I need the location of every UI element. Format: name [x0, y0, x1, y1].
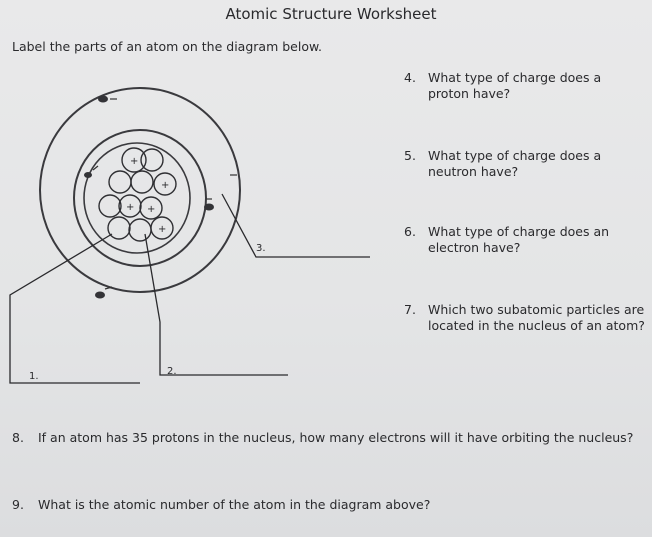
- neutron: [109, 171, 131, 193]
- question-number: 6.: [404, 224, 416, 239]
- proton-sign: +: [126, 202, 135, 213]
- electron: [204, 204, 214, 211]
- atom-diagram: [0, 60, 400, 400]
- question-text: What type of charge does an electron have?: [428, 224, 610, 255]
- question-6: [404, 224, 644, 256]
- question-text: What type of charge does a neutron have?: [428, 148, 602, 179]
- electron: [84, 172, 92, 178]
- neutron: [129, 219, 151, 241]
- neutron: [99, 195, 121, 217]
- page-title: Atomic Structure Worksheet: [225, 5, 437, 23]
- proton-sign: +: [161, 180, 170, 191]
- question-text: If an atom has 35 protons in the nucleus, how many electrons will it have orbiting the nucleus?: [38, 430, 634, 445]
- instruction-text: Label the parts of an atom on the diagram below.: [12, 39, 323, 54]
- question-number: 9.: [12, 497, 24, 512]
- neutron: [131, 171, 153, 193]
- label-1: 1.: [29, 371, 39, 382]
- question-7: [404, 302, 650, 334]
- question-text: What type of charge does a proton have?: [428, 70, 602, 101]
- proton-sign: +: [147, 204, 156, 215]
- leader-lines: [10, 194, 370, 383]
- electron: [98, 96, 108, 103]
- outer-orbit: [40, 88, 240, 292]
- neutron: [141, 149, 163, 171]
- question-number: 7.: [404, 302, 416, 317]
- electron: [95, 292, 105, 299]
- proton-sign: +: [130, 156, 139, 167]
- label-3: 3.: [256, 243, 266, 254]
- neutron: [108, 217, 130, 239]
- question-number: 8.: [12, 430, 24, 445]
- question-text: Which two subatomic particles are located in the nucleus of an atom?: [428, 302, 645, 333]
- question-5: [404, 148, 644, 180]
- question-number: 4.: [404, 70, 416, 85]
- question-text: What is the atomic number of the atom in the diagram above?: [38, 497, 431, 512]
- question-8: [12, 430, 642, 446]
- question-9: [12, 497, 642, 513]
- label-1-line: [10, 234, 140, 383]
- label-3-line: [222, 194, 370, 257]
- question-number: 5.: [404, 148, 416, 163]
- proton-sign: +: [158, 224, 167, 235]
- label-2: 2.: [167, 366, 177, 377]
- question-4: [404, 70, 644, 102]
